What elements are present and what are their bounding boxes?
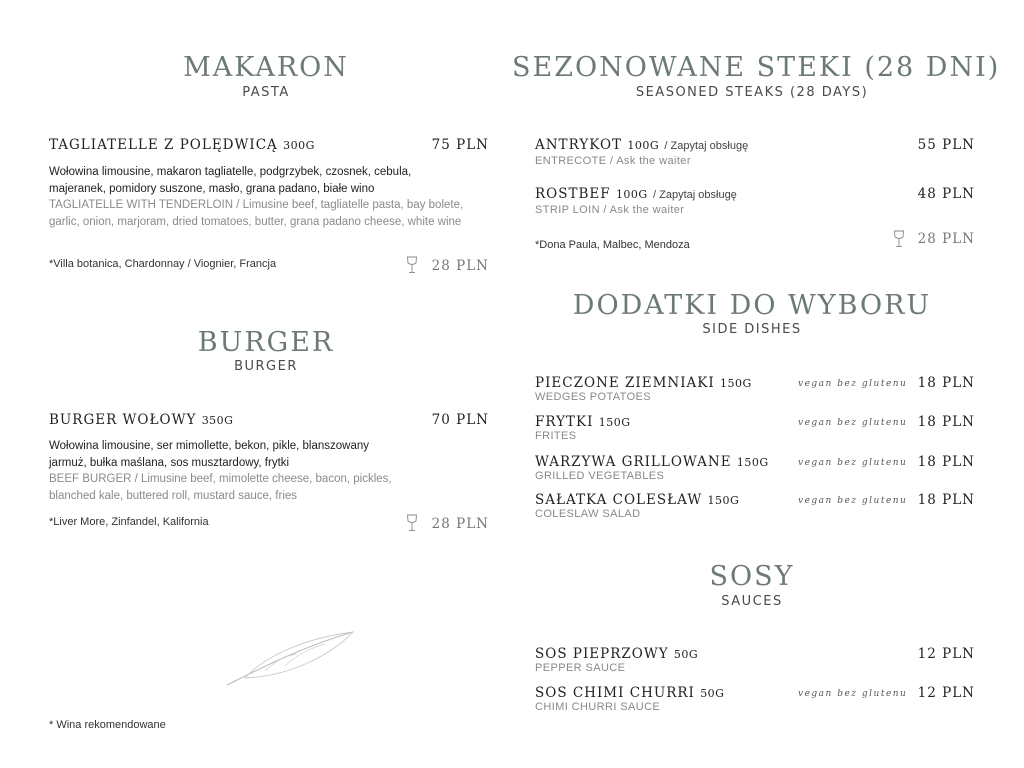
description-pl: Wołowina limousine, makaron tagliatelle, podgrzybek, czosnek, cebula, majeranek, pomidory suszone, masło, grana padano, białe wino [49, 166, 412, 195]
item-en: WEDGES POTATOES [535, 391, 652, 403]
dish-name: TAGLIATELLE Z POLĘDWICĄ [49, 137, 278, 153]
item-price: 18 PLN [917, 492, 975, 508]
item-price: 18 PLN [917, 454, 975, 470]
item-name: WARZYWA GRILLOWANE [535, 454, 732, 470]
menu-item-rostbef [535, 186, 737, 202]
dish-weight: 300G [283, 139, 315, 152]
item-name: ANTRYKOT [535, 137, 623, 153]
section-subtitle-burger: BURGER [234, 359, 298, 374]
wine-price: 28 PLN [431, 516, 489, 532]
diet-tags: vegan bez glutenu [798, 418, 908, 428]
item-name: ROSTBEF [535, 186, 611, 202]
dish-title-tagliatelle [49, 137, 315, 153]
dish-title-burger [49, 412, 233, 428]
section-subtitle-steaks: SEASONED STEAKS (28 DAYS) [635, 85, 869, 100]
description-pl: Wołowina limousine, ser mimollette, bekon, pikle, blanszowany jarmuż, bułka maślana, sos musztardowy, frytki [49, 440, 370, 469]
item-en: STRIP LOIN / Ask the waiter [535, 204, 685, 216]
description-en: BEEF BURGER / Limusine beef, mimolette cheese, bacon, pickles, blanched kale, buttered roll, mustard sauce, fries [49, 473, 392, 502]
wine-recommendation: *Dona Paula, Malbec, Mendoza [535, 239, 690, 251]
item-name: SOS CHIMI CHURRI [535, 685, 695, 701]
dish-name: BURGER WOŁOWY [49, 412, 197, 428]
section-subtitle-sides: SIDE DISHES [702, 322, 802, 337]
item-price: 12 PLN [917, 646, 975, 662]
item-weight: 150G [720, 377, 752, 390]
wine-glass-icon [406, 514, 418, 537]
section-title-sauces: SOSY [709, 561, 795, 592]
menu-item-side [535, 414, 631, 430]
diet-tags: vegan bez glutenu [798, 496, 908, 506]
menu-item-sauce [535, 646, 698, 662]
leaf-illustration [225, 626, 360, 693]
item-en: FRITES [535, 430, 577, 442]
wine-glass-icon [406, 256, 418, 279]
diet-tags: vegan bez glutenu [798, 458, 908, 468]
dish-price: 75 PLN [431, 137, 489, 153]
item-weight: 50G [673, 648, 699, 661]
section-title-steaks: SEZONOWANE STEKI (28 DNI) [512, 52, 1001, 83]
wine-price: 28 PLN [917, 231, 975, 247]
menu-item-side [535, 375, 752, 391]
item-weight: 150G [598, 416, 631, 429]
item-note: / Zapytaj obsługę [653, 189, 737, 201]
diet-tags: vegan bez glutenu [798, 689, 908, 699]
menu-item-sauce [535, 685, 724, 701]
menu-item-side [535, 454, 769, 470]
item-weight: 100G [627, 139, 660, 152]
dish-description [49, 164, 469, 230]
section-title-burger: BURGER [197, 327, 335, 358]
item-weight: 100G [615, 188, 648, 201]
item-weight: 50G [700, 687, 725, 700]
item-en: ENTRECOTE / Ask the waiter [535, 155, 691, 167]
item-en: PEPPER SAUCE [535, 662, 626, 674]
menu-item-antrykot [535, 137, 748, 153]
wine-price: 28 PLN [431, 258, 489, 274]
item-en: CHIMI CHURRI SAUCE [535, 701, 661, 713]
item-price: 18 PLN [917, 414, 975, 430]
diet-tags: vegan bez glutenu [798, 379, 908, 389]
item-note: / Zapytaj obsługę [664, 140, 749, 152]
wine-recommendation: *Villa botanica, Chardonnay / Viognier, Francja [49, 258, 277, 270]
dish-price: 70 PLN [431, 412, 489, 428]
item-weight: 150G [707, 494, 740, 507]
item-price: 55 PLN [917, 137, 975, 153]
description-en: TAGLIATELLE WITH TENDERLOIN / Limusine beef, tagliatelle pasta, bay bolete, garlic, onion, marjoram, dried tomatoes, butter, grana padano cheese, white wine [49, 199, 464, 228]
item-name: SOS PIEPRZOWY [535, 646, 669, 662]
wine-recommendation: *Liver More, Zinfandel, Kalifornia [49, 516, 209, 528]
item-price: 18 PLN [917, 375, 975, 391]
wine-glass-icon [893, 230, 905, 253]
dish-weight: 350G [201, 414, 234, 427]
item-weight: 150G [736, 456, 769, 469]
section-subtitle-sauces: SAUCES [721, 594, 783, 609]
item-en: COLESLAW SALAD [535, 508, 641, 520]
item-en: GRILLED VEGETABLES [535, 470, 665, 482]
item-name: SAŁATKA COLESŁAW [535, 492, 703, 508]
section-title-sides: DODATKI DO WYBORU [572, 290, 932, 321]
footnote: * Wina rekomendowane [49, 719, 166, 731]
item-name: PIECZONE ZIEMNIAKI [535, 375, 715, 391]
menu-item-side [535, 492, 739, 508]
item-price: 48 PLN [917, 186, 975, 202]
dish-description [49, 438, 399, 504]
item-name: FRYTKI [535, 414, 594, 430]
section-subtitle-pasta: PASTA [242, 85, 290, 100]
item-price: 12 PLN [917, 685, 975, 701]
section-title-pasta: MAKARON [183, 52, 349, 83]
